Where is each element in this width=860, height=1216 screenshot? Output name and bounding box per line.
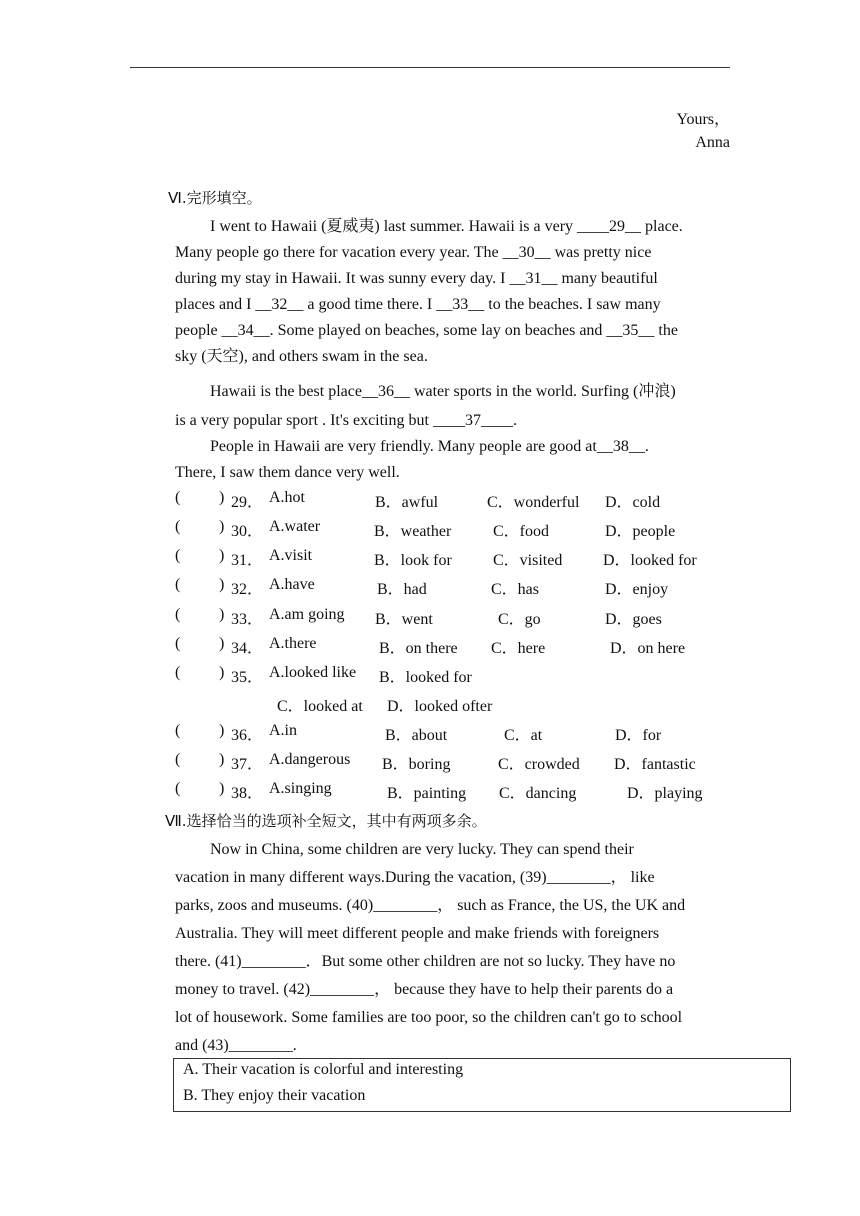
letter-signature: Anna	[695, 134, 730, 151]
option-d: D．fantastic	[614, 756, 696, 773]
answer-bracket-close: )	[219, 664, 225, 681]
passage-line: lot of housework. Some families are too poor, so the children can't go to school	[175, 1009, 683, 1026]
option-a: A.visit	[269, 547, 313, 564]
letter-closing: Yours，	[676, 111, 730, 128]
option-b: B．on there	[379, 640, 458, 657]
option-d: D．enjoy	[605, 581, 669, 598]
answer-bracket-open: (	[175, 547, 181, 564]
answer-bracket-close: )	[219, 518, 225, 535]
passage-line: money to travel. (42)________， because they have to help their parents do a	[175, 981, 674, 998]
answer-bracket-close: )	[219, 576, 225, 593]
options-box	[173, 1058, 791, 1112]
answer-bracket-close: )	[219, 751, 225, 768]
option-b: B．had	[377, 581, 427, 598]
answer-bracket-open: (	[175, 722, 181, 739]
passage-line: during my stay in Hawaii. It was sunny every day. I __31__ many beautiful	[175, 270, 658, 287]
option-c: C．go	[498, 611, 541, 628]
cloze-passage	[175, 214, 735, 370]
question-number: 38．	[231, 785, 264, 802]
option-c: C．has	[491, 581, 540, 598]
question-number: 31．	[231, 552, 264, 569]
option-a: A.hot	[269, 489, 305, 506]
option-item: A. Their vacation is colorful and interesting	[183, 1061, 464, 1078]
option-d: D．people	[605, 523, 676, 540]
passage-7	[175, 836, 745, 1060]
section-6-heading: Ⅵ.完形填空。	[168, 189, 262, 207]
answer-bracket-close: )	[219, 635, 225, 652]
option-b: B．went	[375, 611, 433, 628]
option-c: C．food	[493, 523, 550, 540]
option-c: C．looked at	[277, 698, 363, 715]
option-d: D．for	[615, 727, 662, 744]
passage-line: I went to Hawaii (夏威夷) last summer. Hawaii is a very ____29__ place.	[210, 218, 683, 235]
question-number: 35．	[231, 669, 264, 686]
passage-line: places and I __32__ a good time there. I __33__ to the beaches. I saw many	[175, 296, 661, 313]
passage-line: sky (天空), and others swam in the sea.	[175, 348, 428, 365]
option-c: C．wonderful	[487, 494, 580, 511]
passage-line: Hawaii is the best place__36__ water sports in the world. Surfing (冲浪)	[210, 383, 676, 400]
question-number: 33．	[231, 611, 264, 628]
answer-bracket-open: (	[175, 489, 181, 506]
passage-line: vacation in many different ways.During the vacation, (39)________， like	[175, 869, 655, 886]
answer-bracket-close: )	[219, 722, 225, 739]
answer-bracket-open: (	[175, 635, 181, 652]
option-a: A.looked like	[269, 664, 357, 681]
option-c: C．visited	[493, 552, 563, 569]
passage-line: and (43)________.	[175, 1037, 297, 1054]
option-a: A.dangerous	[269, 751, 351, 768]
option-d: D．goes	[605, 611, 662, 628]
option-c: C．at	[504, 727, 543, 744]
passage-line: Australia. They will meet different people and make friends with foreigners	[175, 925, 660, 942]
answer-bracket-open: (	[175, 780, 181, 797]
option-b: B．about	[385, 727, 448, 744]
passage-line: Many people go there for vacation every year. The __30__ was pretty nice	[175, 244, 652, 261]
passage-line: parks, zoos and museums. (40)________， such as France, the US, the UK and	[175, 897, 686, 914]
section-7-heading: Ⅶ.选择恰当的选项补全短文，其中有两项多余。	[165, 812, 487, 830]
question-number: 34．	[231, 640, 264, 657]
option-a: A.am going	[269, 606, 345, 623]
answer-bracket-open: (	[175, 576, 181, 593]
cloze-passage-3	[175, 434, 735, 486]
answer-bracket-open: (	[175, 606, 181, 623]
option-item: B. They enjoy their vacation	[183, 1087, 366, 1104]
answer-bracket-close: )	[219, 547, 225, 564]
option-d: D．playing	[627, 785, 703, 802]
option-d: D．cold	[605, 494, 661, 511]
answer-bracket-close: )	[219, 606, 225, 623]
answer-bracket-close: )	[219, 489, 225, 506]
option-b: B．painting	[387, 785, 467, 802]
passage-line: People in Hawaii are very friendly. Many people are good at__38__.	[210, 438, 649, 455]
question-number: 37．	[231, 756, 264, 773]
option-b: B．looked for	[379, 669, 472, 686]
passage-line: There, I saw them dance very well.	[175, 464, 400, 481]
option-a: A.there	[269, 635, 317, 652]
option-b: B．awful	[375, 494, 439, 511]
option-b: B．look for	[374, 552, 452, 569]
question-number: 29．	[231, 494, 264, 511]
passage-line: there. (41)________．But some other children are not so lucky. They have no	[175, 953, 676, 970]
passage-line: people __34__. Some played on beaches, some lay on beaches and __35__ the	[175, 322, 678, 339]
answer-bracket-open: (	[175, 751, 181, 768]
question-number: 30．	[231, 523, 264, 540]
option-a: A.water	[269, 518, 321, 535]
option-d: D．on here	[610, 640, 686, 657]
answer-bracket-open: (	[175, 664, 181, 681]
answer-bracket-open: (	[175, 518, 181, 535]
option-c: C．crowded	[498, 756, 580, 773]
passage-line: Now in China, some children are very lucky. They can spend their	[210, 841, 634, 858]
answer-bracket-close: )	[219, 780, 225, 797]
option-d: D．looked ofter	[387, 698, 493, 715]
passage-line: is a very popular sport . It's exciting but ____37____.	[175, 412, 517, 429]
header-rule	[130, 67, 730, 68]
option-a: A.singing	[269, 780, 332, 797]
question-number: 32．	[231, 581, 264, 598]
option-c: C．dancing	[499, 785, 577, 802]
option-c: C．here	[491, 640, 546, 657]
option-b: B．weather	[374, 523, 452, 540]
option-d: D．looked for	[603, 552, 697, 569]
option-a: A.in	[269, 722, 297, 739]
option-b: B．boring	[382, 756, 451, 773]
option-a: A.have	[269, 576, 315, 593]
question-number: 36．	[231, 727, 264, 744]
cloze-passage-2	[175, 377, 735, 435]
